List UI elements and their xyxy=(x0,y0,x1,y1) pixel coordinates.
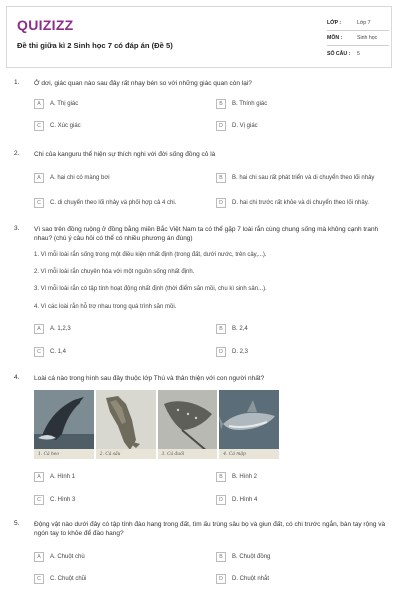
option-letter-c: C xyxy=(34,198,44,208)
dolphin-picture xyxy=(34,390,94,459)
question-number: 3. xyxy=(14,225,20,232)
option-a[interactable] xyxy=(34,550,85,564)
option-letter-a: A xyxy=(34,99,44,109)
question-number: 4. xyxy=(14,374,20,381)
option-text: C. di chuyển theo lối nhảy và phối hợp cả 4 chi. xyxy=(50,200,177,206)
quiz-header xyxy=(6,6,392,68)
option-text: C. Xúc giác xyxy=(50,123,81,129)
quizizz-logo: QUIZIZZ xyxy=(17,17,74,33)
option-text: D. Vị giác xyxy=(232,123,258,129)
meta-label-class: LỚP : xyxy=(327,20,342,26)
statement-3: 3. Vì mỗi loài rắn có tập tính hoạt động nhất định (thời điểm săn mồi, chu kì sinh sản...). xyxy=(34,286,267,292)
option-text: D. Hình 4 xyxy=(232,497,258,503)
option-letter-c: C xyxy=(34,495,44,505)
option-text: B. hai chi sau rất phát triển và di chuyển theo lối nhảy xyxy=(232,175,375,181)
meta-label-subject: MÔN : xyxy=(327,35,343,41)
option-letter-c: C xyxy=(34,121,44,131)
statement-4: 4. Vì các loài rắn hỗ trợ nhau trong quá trình săn mồi. xyxy=(34,304,177,310)
option-c[interactable] xyxy=(34,572,86,586)
option-text: D. hai chi trước rất khỏe và di chuyển theo lối nhảy. xyxy=(232,200,369,206)
option-letter-d: D xyxy=(216,347,226,357)
stingray-picture xyxy=(158,390,218,459)
option-a[interactable] xyxy=(34,322,71,336)
option-letter-b: B xyxy=(216,472,226,482)
option-a[interactable] xyxy=(34,470,75,484)
option-c[interactable] xyxy=(34,119,81,133)
question-text: Ở dơi, giác quan nào sau đây rất nhạy bén so với những giác quan còn lại? xyxy=(34,80,252,87)
option-b[interactable] xyxy=(216,470,257,484)
meta-value-subject: Sinh học xyxy=(357,35,378,41)
option-letter-c: C xyxy=(34,574,44,584)
option-c[interactable] xyxy=(34,345,66,359)
option-letter-a: A xyxy=(34,552,44,562)
option-b[interactable] xyxy=(216,322,248,336)
option-letter-c: C xyxy=(34,347,44,357)
question-text: Chi của kanguru thể hiện sự thích nghi với đời sống đồng cỏ là xyxy=(34,151,216,158)
quiz-meta-table xyxy=(327,16,389,61)
option-b[interactable] xyxy=(216,97,267,111)
image-caption-2: 2. Cá sấu xyxy=(96,449,156,459)
option-letter-a: A xyxy=(34,472,44,482)
option-text: D. 2,3 xyxy=(232,349,249,355)
option-d[interactable] xyxy=(216,493,257,507)
image-caption-3: 3. Cá đuối xyxy=(158,449,218,459)
crocodile-picture xyxy=(96,390,156,459)
option-text: A. Thị giác xyxy=(50,101,79,107)
option-text: D. Chuột nhắt xyxy=(232,576,270,582)
option-text: C. 1,4 xyxy=(50,349,67,355)
image-caption-1: 1. Cá heo xyxy=(34,449,94,459)
option-b[interactable] xyxy=(216,550,270,564)
option-text: C. Hình 3 xyxy=(50,497,76,503)
option-d[interactable] xyxy=(216,119,258,133)
option-letter-b: B xyxy=(216,324,226,334)
question-4-image-strip xyxy=(34,390,279,459)
question-number: 2. xyxy=(14,150,20,157)
option-text: B. Thính giác xyxy=(232,101,268,107)
option-letter-b: B xyxy=(216,173,226,183)
option-a[interactable] xyxy=(34,97,78,111)
option-text: B. Chuột đồng xyxy=(232,554,271,560)
option-text: A. 1,2,3 xyxy=(50,326,71,332)
question-number: 1. xyxy=(14,79,20,86)
option-b[interactable] xyxy=(216,168,388,188)
option-text: B. 2,4 xyxy=(232,326,248,332)
option-text: A. Hình 1 xyxy=(50,474,76,480)
meta-row-count xyxy=(327,46,389,61)
statement-2: 2. Vì mỗi loài rắn chuyên hóa với một nguồn sống nhất định. xyxy=(34,269,195,275)
option-a[interactable] xyxy=(34,171,110,185)
image-caption-4: 4. Cá mập xyxy=(219,449,279,459)
shark-picture xyxy=(219,390,279,459)
option-d[interactable] xyxy=(216,196,369,210)
option-text: C. Chuột chũi xyxy=(50,576,87,582)
statement-1: 1. Vì mỗi loài rắn sống trong một điều kiện nhất định (trong đất, dưới nước, trên cây,...). xyxy=(34,252,267,258)
option-text: A. Chuột chù xyxy=(50,554,85,560)
option-letter-a: A xyxy=(34,324,44,334)
option-text: A. hai chi có màng bơi xyxy=(50,175,110,181)
page-title: Đề thi giữa kì 2 Sinh học 7 có đáp án (Đề 5) xyxy=(17,41,173,50)
meta-row-subject xyxy=(327,31,389,46)
question-text: Vì sao trên đồng ruộng ở đồng bằng miền Bắc Việt Nam ta có thể gặp 7 loài rắn cùng chung sống mà không cạnh tranh nhau? (chú ý câu hỏi có thể có nhiều phương án đúng) xyxy=(34,226,379,242)
question-text: Loài cá nào trong hình sau đây thuộc lớp Thú và thân thiện với con người nhất? xyxy=(34,375,265,382)
meta-row-class xyxy=(327,16,389,31)
option-letter-d: D xyxy=(216,198,226,208)
option-letter-d: D xyxy=(216,121,226,131)
question-text: Động vật nào dưới đây có tập tính đào hang trong đất, tìm ấu trùng sâu bọ và giun đất, có chi trước ngắn, bàn tay rộng và ngón tay to khỏe để đào hang? xyxy=(34,521,386,537)
question-number: 5. xyxy=(14,520,20,527)
option-d[interactable] xyxy=(216,345,248,359)
option-letter-d: D xyxy=(216,574,226,584)
option-letter-b: B xyxy=(216,552,226,562)
option-text: B. Hình 2 xyxy=(232,474,258,480)
option-d[interactable] xyxy=(216,572,269,586)
option-letter-d: D xyxy=(216,495,226,505)
meta-label-count: SỐ CÂU : xyxy=(327,50,351,57)
option-c[interactable] xyxy=(34,196,176,210)
option-c[interactable] xyxy=(34,493,75,507)
option-letter-b: B xyxy=(216,99,226,109)
meta-value-class: Lớp 7 xyxy=(357,20,371,26)
option-letter-a: A xyxy=(34,173,44,183)
meta-value-count: 5 xyxy=(357,50,360,57)
